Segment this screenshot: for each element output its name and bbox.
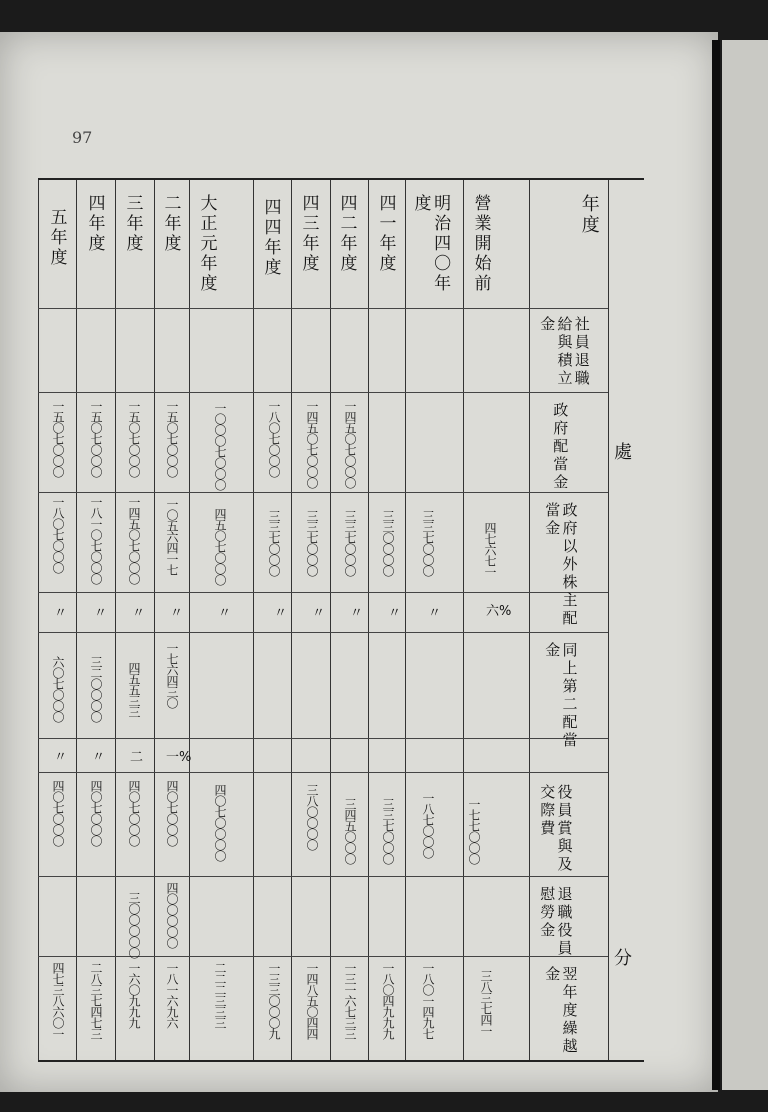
col-head-staff-fund: 社員退職給與積立金	[538, 316, 591, 388]
carryover-value: 二二二三三三	[213, 962, 227, 1028]
second-dividend-value: 一七六四三〇	[165, 642, 179, 708]
other-dividend-value: 一八一〇七〇〇〇	[89, 496, 103, 584]
table-rule	[330, 180, 331, 1060]
dividend-rate: 〃	[428, 606, 442, 621]
retirement-value: 四〇〇〇〇〇	[165, 882, 179, 948]
dividend-rate: 六%	[486, 604, 512, 619]
other-dividend-value: 一〇五六四一七	[165, 498, 179, 575]
table-rule	[38, 492, 608, 493]
year-label: 五年度	[46, 208, 67, 268]
officer-bonus-value: 四〇七〇〇〇	[127, 780, 141, 846]
gov-dividend-value: 一五〇七〇〇〇	[127, 400, 141, 477]
table-rule	[76, 180, 77, 1060]
disposal-table	[38, 178, 644, 1062]
table-rule	[38, 180, 39, 1060]
header-disposal-2: 分	[614, 948, 632, 969]
second-dividend-rate: 〃	[54, 750, 68, 765]
table-rule	[38, 592, 608, 593]
other-dividend-value: 三三七〇〇〇	[267, 510, 281, 576]
gov-dividend-value: 一四五〇七〇〇〇	[305, 400, 319, 488]
col-head-bonus: 役員賞與及交際費	[538, 784, 574, 874]
year-label: 營業開始前	[470, 194, 491, 294]
officer-bonus-value: 四〇七〇〇〇	[165, 780, 179, 846]
officer-bonus-value: 三四五〇〇〇	[343, 798, 357, 864]
col-head-carryover: 翌年度繰越金	[543, 966, 579, 1056]
col-head-retirement: 退職役員慰勞金	[538, 886, 574, 958]
other-dividend-value: 三三〇〇〇〇	[381, 510, 395, 576]
dividend-rate: 〃	[388, 606, 402, 621]
header-disposal-1: 處	[614, 442, 632, 463]
year-label: 四年度	[84, 194, 105, 254]
gov-dividend-value: 一〇〇〇七〇〇〇	[213, 402, 227, 490]
table-rule	[38, 876, 608, 877]
table-rule	[405, 180, 406, 1060]
col-head-other-dividend: 政府以外株主配當金	[543, 502, 579, 628]
other-dividend-value: 三三七〇〇〇	[343, 510, 357, 576]
table-rule	[38, 392, 608, 393]
gov-dividend-value: 一五〇七〇〇〇	[51, 400, 65, 477]
page-number: 97	[72, 128, 93, 147]
table-rule	[189, 180, 190, 1060]
dividend-rate: 〃	[132, 606, 146, 621]
table-rule	[38, 956, 608, 957]
officer-bonus-value: 四〇七〇〇〇	[89, 780, 103, 846]
col-head-second-dividend: 同上第二配當金	[543, 642, 579, 750]
carryover-value: 一八〇四九九九	[381, 962, 395, 1039]
dividend-rate: 〃	[274, 606, 288, 621]
carryover-value: 四七三八六〇一	[51, 962, 65, 1039]
carryover-value: 一六〇九九九	[127, 962, 141, 1028]
year-label: 四四年度	[260, 198, 281, 278]
dividend-rate: 〃	[94, 606, 108, 621]
table-rule	[463, 180, 464, 1060]
other-dividend-value: 四七六七一	[483, 522, 497, 577]
officer-bonus-value: 一七七〇〇〇	[467, 798, 481, 864]
col-head-gov-dividend: 政府配當金	[551, 402, 570, 492]
dividend-rate: 〃	[170, 606, 184, 621]
table-rule	[38, 738, 608, 739]
year-label: 四二年度	[336, 194, 357, 274]
other-dividend-value: 三三七〇〇〇	[421, 510, 435, 576]
second-dividend-rate: 一%	[166, 750, 192, 765]
second-dividend-value: 三二〇〇〇〇	[89, 656, 103, 722]
gov-dividend-value: 一五〇七〇〇〇	[165, 400, 179, 477]
table-rule	[38, 632, 608, 633]
officer-bonus-value: 四〇七〇〇〇〇	[213, 784, 227, 861]
year-label: 四三年度	[298, 194, 319, 274]
table-rule	[115, 180, 116, 1060]
carryover-value: 二八三七四七三	[89, 962, 103, 1039]
officer-bonus-value: 三八〇〇〇〇	[305, 784, 319, 850]
other-dividend-value: 四五〇七〇〇〇	[213, 508, 227, 585]
carryover-value: 一三一六七三三	[343, 962, 357, 1039]
other-dividend-value: 三三七〇〇〇	[305, 510, 319, 576]
year-label: 大正元年度	[196, 194, 217, 294]
table-rule	[368, 180, 369, 1060]
carryover-value: 一八〇一四九七	[421, 962, 435, 1039]
gov-dividend-value: 一四五〇七〇〇〇	[343, 400, 357, 488]
dividend-rate: 〃	[54, 606, 68, 621]
carryover-value: 一四八五〇四四	[305, 962, 319, 1039]
table-rule	[608, 180, 609, 1060]
second-dividend-value: 四五五三三	[127, 662, 141, 717]
other-dividend-value: 一八〇七〇〇〇	[51, 496, 65, 573]
officer-bonus-value: 四〇七〇〇〇	[51, 780, 65, 846]
year-label: 四一年度	[375, 194, 396, 274]
carryover-value: 一三三〇〇〇九	[267, 962, 281, 1039]
dividend-rate: 〃	[312, 606, 326, 621]
table-rule	[529, 180, 530, 1060]
officer-bonus-value: 三三七〇〇〇	[381, 798, 395, 864]
table-rule	[38, 308, 608, 309]
year-label: 三年度	[122, 194, 143, 254]
gov-dividend-value: 一八〇七〇〇〇	[267, 400, 281, 477]
table-rule	[253, 180, 254, 1060]
gov-dividend-value: 一五〇七〇〇〇	[89, 400, 103, 477]
dividend-rate: 〃	[218, 606, 232, 621]
table-rule	[154, 180, 155, 1060]
second-dividend-rate: 二	[130, 750, 144, 765]
dividend-rate: 〃	[350, 606, 364, 621]
retirement-value: 三〇〇〇〇〇	[127, 892, 141, 958]
year-label: 明治四〇年度	[410, 194, 451, 294]
table-rule	[38, 772, 608, 773]
table-rule	[291, 180, 292, 1060]
adjacent-page-edge	[722, 40, 768, 1090]
book-binding-shadow	[712, 40, 720, 1090]
second-dividend-rate: 〃	[92, 750, 106, 765]
year-label: 二年度	[160, 194, 181, 254]
carryover-value: 一八一六九六	[165, 962, 179, 1028]
second-dividend-value: 六〇七〇〇〇	[51, 656, 65, 722]
carryover-value: 三八三七四一	[479, 970, 493, 1036]
header-year: 年度	[578, 194, 600, 236]
officer-bonus-value: 一八七〇〇〇	[421, 792, 435, 858]
other-dividend-value: 一四五〇七〇〇〇	[127, 496, 141, 584]
